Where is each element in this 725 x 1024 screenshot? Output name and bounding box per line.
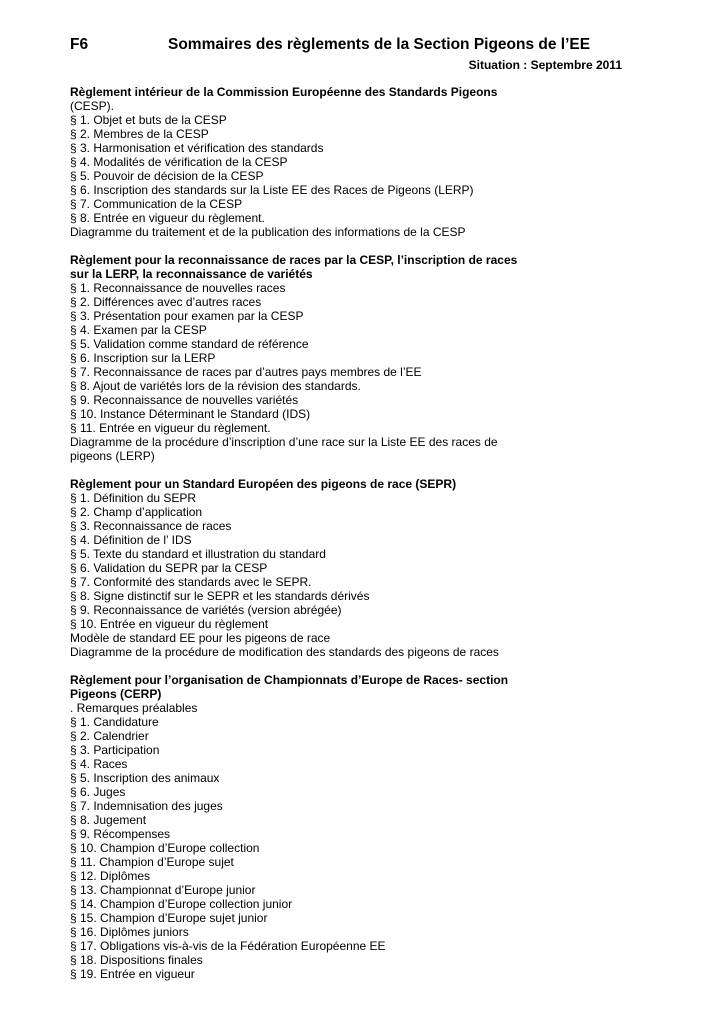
- section-item: § 4. Examen par la CESP: [70, 323, 207, 337]
- section-item: § 6. Validation du SEPR par la CESP: [70, 561, 268, 575]
- regulation-section: [70, 253, 670, 463]
- section-item: § 12. Diplômes: [70, 869, 151, 883]
- section-item: § 19. Entrée en vigueur: [70, 967, 195, 981]
- regulation-section: [70, 85, 670, 239]
- section-item: § 1. Candidature: [70, 715, 159, 729]
- section-item: § 10. Entrée en vigueur du règlement: [70, 617, 269, 631]
- section-item: § 5. Pouvoir de décision de la CESP: [70, 169, 264, 183]
- document-situation: Situation : Septembre 2011: [468, 58, 622, 72]
- section-item: Modèle de standard EE pour les pigeons de race: [70, 631, 331, 645]
- section-title: sur la LERP, la reconnaissance de variétés: [70, 267, 313, 281]
- document-title: Sommaires des règlements de la Section Pigeons de l’EE: [168, 36, 591, 53]
- section-item: § 5. Validation comme standard de référence: [70, 337, 309, 351]
- section-item: § 3. Harmonisation et vérification des standards: [70, 141, 324, 155]
- section-item: § 3. Présentation pour examen par la CESP: [70, 309, 304, 323]
- section-item: § 4. Définition de l’ IDS: [70, 533, 192, 547]
- section-item: § 10. Instance Déterminant le Standard (IDS): [70, 407, 311, 421]
- section-title: Règlement intérieur de la Commission Européenne des Standards Pigeons: [70, 85, 498, 99]
- section-item: § 5. Texte du standard et illustration du standard: [70, 547, 326, 561]
- section-item: § 9. Reconnaissance de nouvelles variétés: [70, 393, 299, 407]
- section-item: § 6. Inscription sur la LERP: [70, 351, 216, 365]
- section-item: § 2. Membres de la CESP: [70, 127, 209, 141]
- section-title: Règlement pour l’organisation de Championnats d’Europe de Races- section: [70, 673, 509, 687]
- section-item: § 9. Récompenses: [70, 827, 171, 841]
- document-body: [70, 85, 670, 981]
- section-item: § 7. Reconnaissance de races par d’autres pays membres de l’EE: [70, 365, 422, 379]
- regulation-section: [70, 673, 670, 981]
- section-item: § 9. Reconnaissance de variétés (version abrégée): [70, 603, 342, 617]
- section-item: § 14. Champion d’Europe collection junior: [70, 897, 293, 911]
- section-item: § 7. Communication de la CESP: [70, 197, 243, 211]
- section-title: Règlement pour un Standard Européen des pigeons de race (SEPR): [70, 477, 457, 491]
- section-item: § 8. Signe distinctif sur le SEPR et les standards dérivés: [70, 589, 370, 603]
- section-item: Diagramme du traitement et de la publication des informations de la CESP: [70, 225, 466, 239]
- section-item: § 11. Entrée en vigueur du règlement.: [70, 421, 271, 435]
- section-item: § 8. Entrée en vigueur du règlement.: [70, 211, 265, 225]
- section-item: Diagramme de la procédure de modification des standards des pigeons de races: [70, 645, 499, 659]
- section-item: pigeons (LERP): [70, 449, 155, 463]
- section-item: § 18. Dispositions finales: [70, 953, 203, 967]
- section-title: Règlement pour la reconnaissance de races par la CESP, l’inscription de races: [70, 253, 518, 267]
- section-title: Pigeons (CERP): [70, 687, 162, 701]
- section-item: § 1. Objet et buts de la CESP: [70, 113, 227, 127]
- section-item: § 8. Jugement: [70, 813, 147, 827]
- section-item: § 13. Championnat d’Europe junior: [70, 883, 256, 897]
- section-item: § 2. Calendrier: [70, 729, 149, 743]
- section-item: § 6. Juges: [70, 785, 126, 799]
- section-item: (CESP).: [70, 99, 115, 113]
- section-item: § 7. Conformité des standards avec le SEPR.: [70, 575, 312, 589]
- section-item: § 15. Champion d’Europe sujet junior: [70, 911, 268, 925]
- section-item: § 6. Inscription des standards sur la Liste EE des Races de Pigeons (LERP): [70, 183, 474, 197]
- section-item: § 7. Indemnisation des juges: [70, 799, 223, 813]
- section-item: § 1. Reconnaissance de nouvelles races: [70, 281, 286, 295]
- section-item: § 3. Participation: [70, 743, 160, 757]
- section-item: § 1. Définition du SEPR: [70, 491, 197, 505]
- regulation-section: [70, 477, 670, 659]
- document-code: F6: [70, 36, 89, 53]
- section-item: § 4. Races: [70, 757, 128, 771]
- section-item: § 2. Différences avec d’autres races: [70, 295, 262, 309]
- section-item: § 11. Champion d’Europe sujet: [70, 855, 234, 869]
- section-item: § 4. Modalités de vérification de la CESP: [70, 155, 288, 169]
- section-item: § 10. Champion d’Europe collection: [70, 841, 260, 855]
- section-item: § 3. Reconnaissance de races: [70, 519, 232, 533]
- section-item: § 8. Ajout de variétés lors de la révision des standards.: [70, 379, 361, 393]
- section-item: Diagramme de la procédure d’inscription d’une race sur la Liste EE des races de: [70, 435, 498, 449]
- section-item: . Remarques préalables: [70, 701, 198, 715]
- section-item: § 5. Inscription des animaux: [70, 771, 220, 785]
- section-item: § 17. Obligations vis-à-vis de la Fédération Européenne EE: [70, 939, 386, 953]
- section-item: § 2. Champ d’application: [70, 505, 203, 519]
- section-item: § 16. Diplômes juniors: [70, 925, 189, 939]
